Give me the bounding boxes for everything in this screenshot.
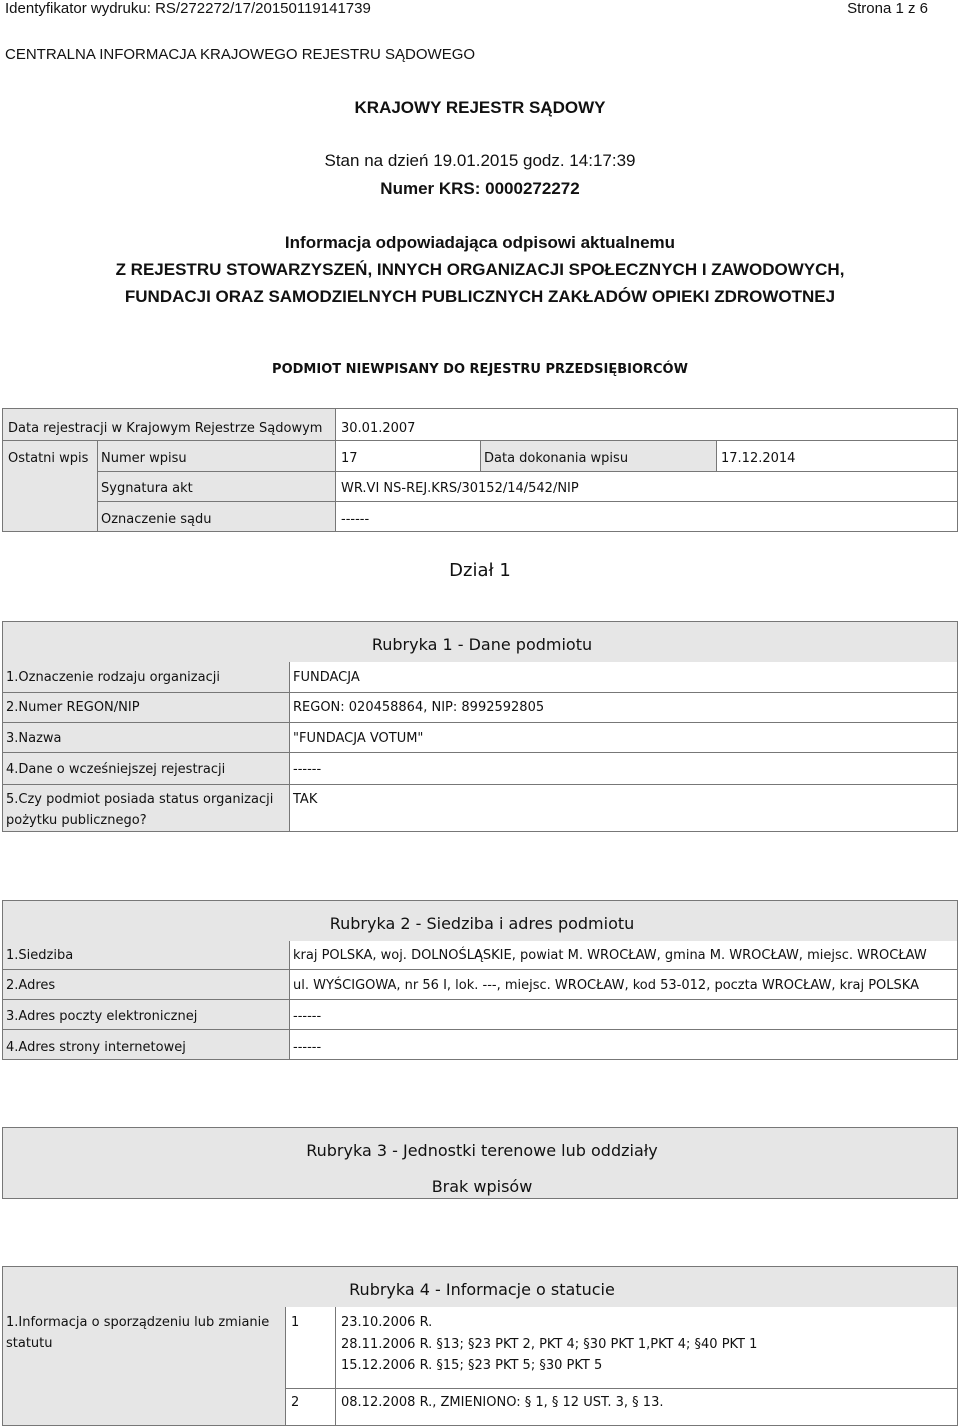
rubric-2-value-2: ul. WYŚCIGOWA, nr 56 I, lok. ---, miejsc. WROCŁAW, kod 53-012, poczta WROCŁAW, kraj POLSKA [293,978,919,993]
entry-number-label: Numer wpisu [101,451,187,466]
info-line-1: Informacja odpowiadająca odpisowi aktualnemu [284,233,676,252]
entity-status: PODMIOT NIEWPISANY DO REJESTRU PRZEDSIĘBIORCÓW [272,362,688,377]
rubric-4-title: Rubryka 4 - Informacje o statucie [349,1280,615,1299]
last-entry-label: Ostatni wpis [8,451,89,466]
page-number: Strona 1 z 6 [847,0,928,17]
rubric-1-title: Rubryka 1 - Dane podmiotu [371,635,593,654]
entry-date-value: 17.12.2014 [721,451,796,466]
rubric-2-title: Rubryka 2 - Siedziba i adres podmiotu [329,914,635,933]
statute-entry-number-2: 2 [291,1395,300,1410]
rubric-2-label-3: 3.Adres poczty elektronicznej [6,1009,198,1024]
entry-number-value: 17 [341,451,358,466]
statute-entry-2-line-1: 08.12.2008 R., ZMIENIONO: § 1, § 12 UST. 3, § 13. [341,1395,664,1410]
krs-number: Numer KRS: 0000272272 [380,179,580,198]
statute-entry-number-1: 1 [291,1315,300,1330]
rubric-1-value-3: "FUNDACJA VOTUM" [293,731,424,746]
statute-entry-1-line-2: 28.11.2006 R. §13; §23 PKT 2, PKT 4; §30 PKT 1,PKT 4; §40 PKT 1 [341,1337,758,1352]
rubric-2-label-4: 4.Adres strony internetowej [6,1040,186,1055]
entry-date-label: Data dokonania wpisu [484,451,629,466]
rubric-2-value-4: ------ [293,1040,322,1055]
court-value: ------ [341,512,370,527]
court-label: Oznaczenie sądu [101,512,212,527]
info-line-2: Z REJESTRU STOWARZYSZEŃ, INNYCH ORGANIZACJI SPOŁECZNYCH I ZAWODOWYCH, [115,260,845,279]
print-identifier: Identyfikator wydruku: RS/272272/17/20150119141739 [5,0,371,17]
rubric-2-value-1: kraj POLSKA, woj. DOLNOŚLĄSKIE, powiat M. WROCŁAW, gmina M. WROCŁAW, miejsc. WROCŁAW [293,948,927,963]
rubric-1-label-2: 2.Numer REGON/NIP [6,700,140,715]
signature-value: WR.VI NS-REJ.KRS/30152/14/542/NIP [341,481,579,496]
rubric-1-table [2,621,958,832]
rubric-1-value-2: REGON: 020458864, NIP: 8992592805 [293,700,545,715]
rubric-1-value-5: TAK [293,792,318,807]
rubric-2-table [2,900,958,1060]
rubric-4-label: 1.Informacja o sporządzeniu lub zmianie statutu [6,1315,270,1351]
reg-date-value: 30.01.2007 [341,421,416,436]
rubric-2-label-1: 1.Siedziba [6,948,74,963]
rubric-3-table [2,1127,958,1199]
statute-entry-1-line-1: 23.10.2006 R. [341,1315,433,1330]
reg-date-label: Data rejestracji w Krajowym Rejestrze Sądowym [8,421,323,436]
section-title: Dział 1 [449,560,511,581]
rubric-1-value-1: FUNDACJA [293,670,360,685]
statute-entry-1-line-3: 15.12.2006 R. §15; §23 PKT 5; §30 PKT 5 [341,1358,603,1373]
rubric-1-label-5: 5.Czy podmiot posiada status organizacji pożytku publicznego? [6,792,274,828]
rubric-1-value-4: ------ [293,762,322,777]
rubric-2-label-2: 2.Adres [6,978,56,993]
rubric-2-value-3: ------ [293,1009,322,1024]
signature-label: Sygnatura akt [101,481,193,496]
state-date: Stan na dzień 19.01.2015 godz. 14:17:39 [324,151,636,170]
rubric-3-empty: Brak wpisów [431,1177,533,1196]
registration-table [2,408,958,532]
info-line-3: FUNDACJI ORAZ SAMODZIELNYCH PUBLICZNYCH ZAKŁADÓW OPIEKI ZDROWOTNEJ [124,287,836,306]
rubric-4-table [2,1266,958,1426]
rubric-1-label-3: 3.Nazwa [6,731,62,746]
rubric-1-label-4: 4.Dane o wcześniejszej rejestracji [6,762,226,777]
rubric-1-label-1: 1.Oznaczenie rodzaju organizacji [6,670,220,685]
registry-title: KRAJOWY REJESTR SĄDOWY [354,98,606,117]
institution-name: CENTRALNA INFORMACJA KRAJOWEGO REJESTRU SĄDOWEGO [5,46,476,63]
rubric-3-title: Rubryka 3 - Jednostki terenowe lub oddziały [306,1141,658,1160]
